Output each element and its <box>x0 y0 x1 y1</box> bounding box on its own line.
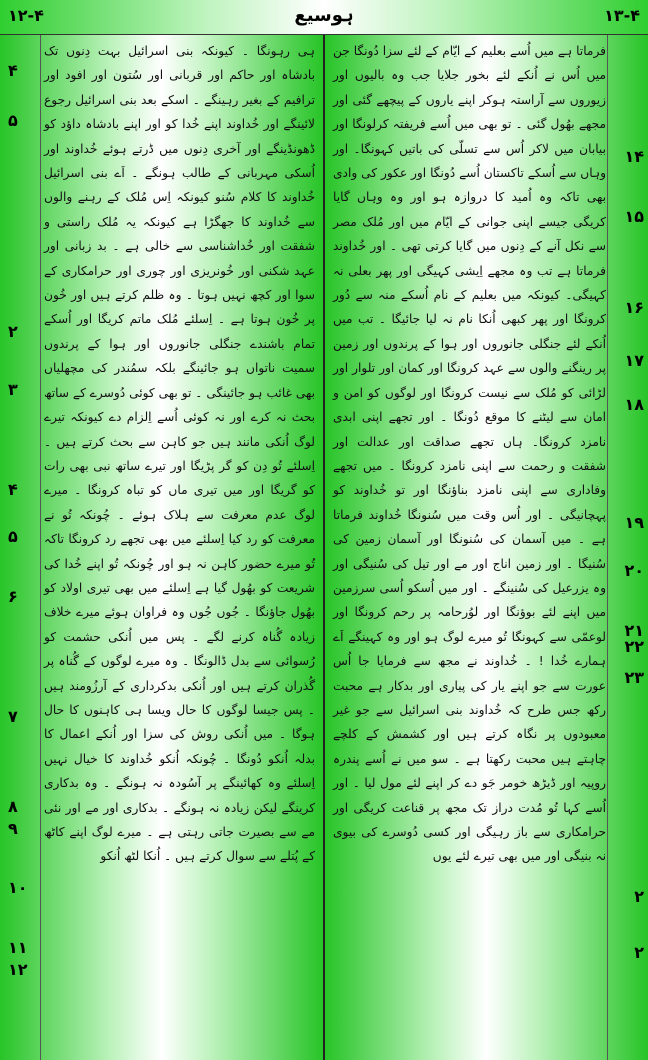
verse-number: ۹ <box>8 819 18 838</box>
right-column-paragraph: فرماتا ہے میں اُسے بعلیم کے ایّام کے لئے سزا دُونگا جن میں اُس نے اُنکے لئے بخور جلایا جب وہ بالیوں اور زیوروں سے آراستہ ہوکر اپنے یاروں کے پیچھے گئی اور مجھے بھُول گئی ۔ تو بھی میں اُسے فریفتہ کرلونگا اور بیابان میں لاکر اُس سے تسلّی کی باتیں کہونگا۔ اور وہاں سے اُسکے تاکستان اُسے دُونگا اور عکور کی وادی بھی تاکہ وہ اُمید کا دروازہ ہو اور وہ وہاں گایا کریگی جیسے اپنی جوانی کے ایّام میں اور مُلک مصر سے نکل آنے کے دِنوں میں گایا کرتی تھی ۔ اور خُداوند فرماتا ہے تب وہ مجھے اِیشی کہیگی اور پھر بعلی نہ کہیگی۔ کیونکہ میں بعلیم کے نام اُسکے منہ سے دُور کرونگا اور پھر کبھی اُنکا نام نہ لیا جائیگا ۔ تب میں اُنکے لئے جنگلی جانوروں اور ہوا کے پرندوں اور زمین پر رینگنے والوں سے عہد کرونگا اور کمان اور تلوار اور لڑائی کو مُلک سے نیست کرونگا اور لوگوں کو امن و امان سے لیٹنے کا موقع دُونگا ۔ اور تجھے اپنی ابدی نامزد کرونگا۔ ہاں تجھے صداقت اور عدالت اور شفقت و رحمت سے اپنی نامزد کرونگا ۔ میں تجھے وفاداری سے اپنی نامزد بناؤنگا اور تو خُداوند کو پہچانیگی ۔ اور اُس وقت میں سُنونگا خُداوند فرماتا ہے ۔ میں آسمان کی سُنونگا اور آسمان زمین کی سُنیگا ۔ اور زمین اناج اور مے اور تیل کی سُنیگی اور وہ یزرعیل کی سُنینگے ۔ اور میں اُسکو اُسی سرزمین میں اپنے لئے بوؤنگا اور لوُرحامہ پر رحم کرونگا اور لوعمّی سے کہونگا تُو میرے لوگ ہو اور وہ کہینگے اَے ہمارے خُدا ! ۔ خُداوند نے مجھ سے فرمایا جا اُس عورت سے جو اپنے یار کی پیاری اور بدکار ہے محبت رکھ جس طرح کہ خُداوند بنی اسرائیل سے جو غیر معبودوں پر نگاہ کرتے ہیں اور کشمش کے کلچے چاہتے ہیں محبت رکھتا ہے ۔ سو میں نے اُسے پندرہ روپیہ اور ڈیڑھ خومر جَو دے کر اپنے لئے مول لیا ۔ اور اُسے کہا تُو مُدت دراز تک مجھ پر قناعت کریگی اور حرامکاری سے باز رہیگی اور کسی دُوسرے کی بیوی نہ بنیگی اور میں بھی تیرے لئے یوں <box>333 44 606 864</box>
verse-number: ۲۲ <box>624 637 644 656</box>
gutter-line-right <box>607 35 608 1060</box>
verse-number: ۶ <box>8 587 18 606</box>
verse-number: ۴ <box>8 61 18 80</box>
right-column <box>325 35 648 1060</box>
verse-number: ۷ <box>8 707 18 726</box>
book-title: ہوسیع <box>294 5 354 26</box>
verse-number: ۱۰ <box>8 878 28 897</box>
verse-number: ۱۲ <box>8 960 28 979</box>
gutter-line-left <box>40 35 41 1060</box>
verse-number: ۲ <box>634 943 644 962</box>
verse-number: ۱۴ <box>624 147 644 166</box>
verse-number: ۱۸ <box>624 395 644 414</box>
right-column-text <box>333 39 606 1060</box>
page-header <box>0 0 648 35</box>
verse-number: ۵ <box>8 111 18 130</box>
verse-number: ۲۳ <box>624 668 644 687</box>
verse-number: ۱۶ <box>624 298 644 317</box>
left-column <box>0 35 323 1060</box>
verse-number: ۲۱ <box>624 621 644 640</box>
verse-number: ۱۹ <box>624 513 644 532</box>
verse-number: ۲ <box>8 322 18 341</box>
page-ref-left: ۱۲-۴ <box>8 6 44 25</box>
verse-number: ۱۱ <box>8 938 28 957</box>
verse-number: ۲۰ <box>624 561 644 580</box>
left-column-text <box>44 39 315 1060</box>
verse-number: ۳ <box>8 380 18 399</box>
verse-number: ۱۷ <box>624 351 644 370</box>
verse-number: ۴ <box>8 480 18 499</box>
verse-number: ۵ <box>8 527 18 546</box>
verse-number: ۲ <box>634 887 644 906</box>
column-divider <box>323 35 325 1060</box>
left-column-paragraph: ہی رہونگا ۔ کیونکہ بنی اسرائیل بہت دِنوں تک بادشاہ اور حاکم اور قربانی اور سُتون اور افود اور ترافیم کے بغیر رہینگے ۔ اسکے بعد بنی اسرائیل رجوع لائینگے اور خُداوند اپنے خُدا کو اور اپنے بادشاہ داؤد کو ڈھونڈینگے اور آخری دِنوں میں ڈرتے ہوئے خُداوند اور اُسکی مہربانی کے طالب ہونگے ۔ اَے بنی اسرائیل خُداوند کا کلام سُنو کیونکہ اِس مُلک کے رہنے والوں سے خُداوند کا جھگڑا ہے کیونکہ یہ مُلک راستی و شفقت اور خُداشناسی سے خالی ہے ۔ بد زبانی اور عہد شکنی اور خُونریزی اور چوری اور حرامکاری کے سوا اور کچھ نہیں ہوتا ۔ وہ ظلم کرتے ہیں اور خُون پر خُون ہوتا ہے ۔ اِسلئے مُلک ماتم کریگا اور اُسکے تمام باشندے جنگلی جانوروں اور ہوا کے پرندوں سمیت ناتواں ہو جائینگے بلکہ سمُندر کی مچھلیاں بھی غائب ہو جائینگی ۔ تو بھی کوئی دُوسرے کے ساتھ بحث نہ کرے اور نہ کوئی اُسے اِلزام دے کیونکہ تیرے لوگ اُنکی مانند ہیں جو کاہن سے بحث کرتے ہیں ۔ اِسلئے تُو دِن کو گر پڑیگا اور تیرے ساتھ نبی بھی رات کو گریگا اور میں تیری ماں کو تباہ کرونگا ۔ میرے لوگ عدم معرفت سے ہلاک ہوئے ۔ چُونکہ تُو نے معرفت کو رد کیا اِسلئے میں بھی تجھے رد کرونگا تاکہ تُو میرے حضور کاہن نہ ہو اور چُونکہ تُو اپنے خُدا کی شریعت کو بھُول گیا ہے اِسلئے میں بھی تیری اولاد کو بھُول جاؤنگا ۔ جُوں جُوں وہ فراوان ہوئے میرے خلاف زیادہ گُناہ کرنے لگے ۔ پس میں اُنکی حشمت کو رُسوائی سے بدل ڈالونگا ۔ وہ میرے لوگوں کے گُناہ پر گُذران کرتے ہیں اور اُنکی بدکرداری کے آرزُومند ہیں ۔ پس جیسا لوگوں کا حال ویسا ہی کاہنوں کا حال ہوگا ۔ میں اُنکی روش کی سزا اور اُنکے اعمال کا بدلہ اُنکو دُونگا ۔ چُونکہ اُنکو خُداوند کا خیال نہیں اِسلئے وہ کھائینگے پر آسُودہ نہ ہونگے ۔ وہ بدکاری کرینگے لیکن زیادہ نہ ہونگے ۔ بدکاری اور مے اور نئی مے سے بصیرت جاتی رہتی ہے ۔ میرے لوگ اپنے کاٹھ کے پُتلے سے سوال کرتے ہیں ۔ اُنکا لٹھ اُنکو <box>44 44 315 864</box>
verse-number: ۱۵ <box>624 207 644 226</box>
page-ref-right: ۱۳-۴ <box>604 6 640 25</box>
verse-number: ۸ <box>8 797 18 816</box>
